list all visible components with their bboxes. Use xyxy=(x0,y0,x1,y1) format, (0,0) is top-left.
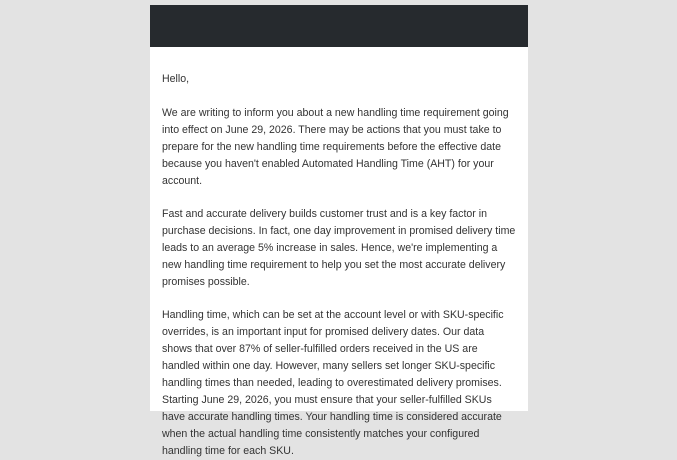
email-card xyxy=(150,5,528,457)
email-paragraph-handling-time: Handling time, which can be set at the account level or with SKU-specific overrides, is an important input for promised delivery dates. Our data shows that over 87% of seller-fulfilled orders received in the US are handled within one day. However, many sellers set longer SKU-specific handling times than needed, leading to overestimated delivery promises. xyxy=(162,309,504,389)
email-header-bar xyxy=(150,5,528,47)
email-greeting: Hello, xyxy=(162,73,190,85)
email-body xyxy=(150,47,528,460)
email-paragraph-delivery: Fast and accurate delivery builds customer trust and is a key factor in purchase decisions. In fact, one day improvement in promised delivery time leads to an average 5% increase in sales. Hence, we're implementing a new handling time requirement to help you set the most accurate delivery promises possible. xyxy=(162,208,516,288)
email-paragraph-requirement: Starting June 29, 2026, you must ensure that your seller-fulfilled SKUs have accurate handling times. Your handling time is considered accurate when the actual handling time consistently matches your configured handling time for each SKU. xyxy=(162,394,502,457)
email-paragraph-intro: We are writing to inform you about a new handling time requirement going into effect on June 29, 2026. There may be actions that you must take to prepare for the new handling time requirements before the effective date because you haven't enabled Automated Handling Time (AHT) for your account. xyxy=(162,107,509,187)
